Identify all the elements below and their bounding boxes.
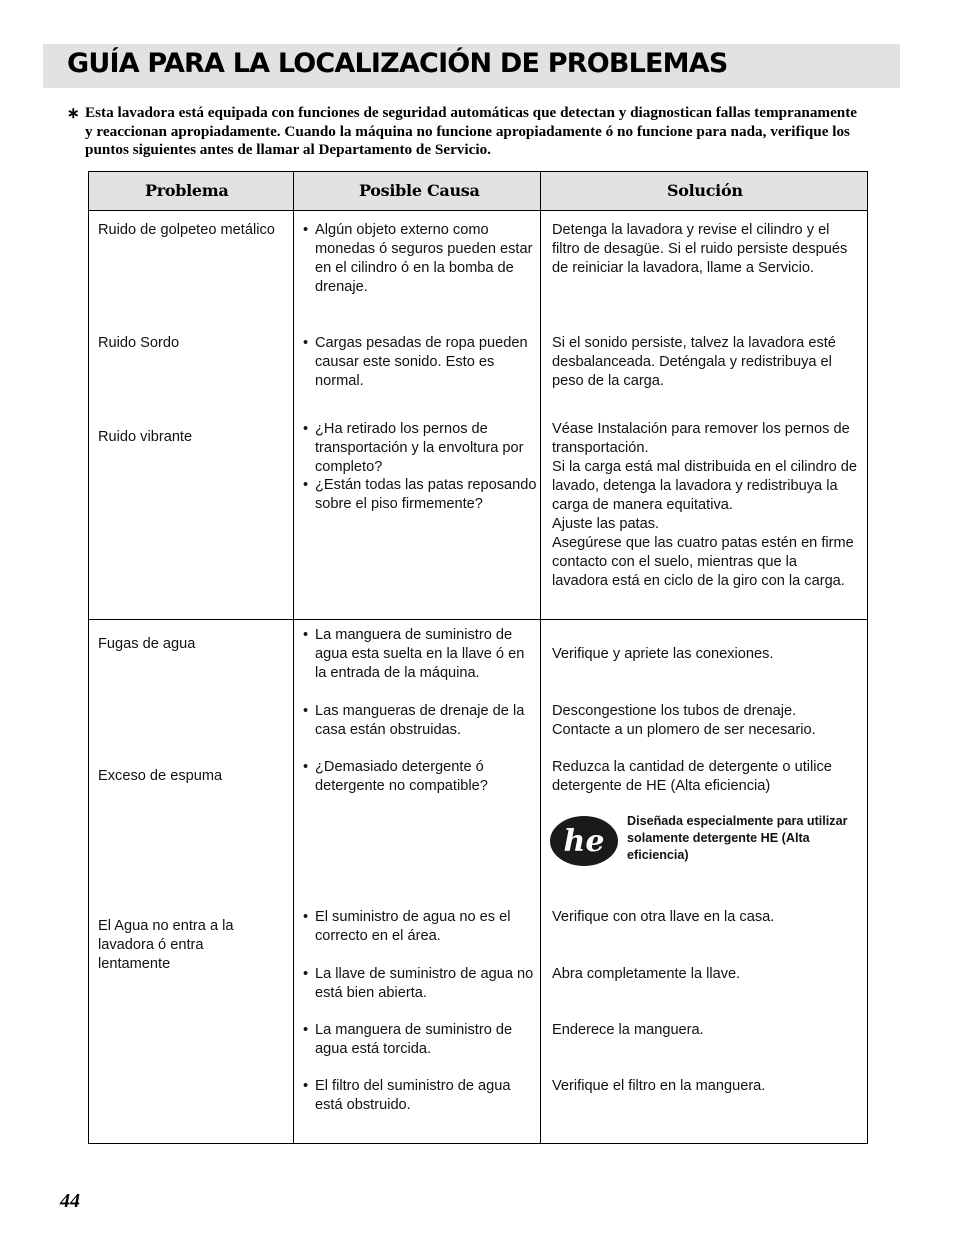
table-header <box>89 172 867 211</box>
solution-detenga-revise: Detenga la lavadora y revise el cilindro y el filtro de desagüe. Si el ruido persiste después de reiniciar la lavadora, llame a Servicio. <box>552 222 848 276</box>
cause-filtro-obstruido: • El filtro del suministro de agua está obstruido. <box>303 1077 537 1115</box>
cause-cargas-pesadas: • Cargas pesadas de ropa pueden causar este sonido. Esto es normal. <box>303 334 537 391</box>
cause-mangueras-obstruidas: • Las mangueras de drenaje de la casa están obstruidas. <box>303 702 537 740</box>
problem-ruido-sordo: Ruido Sordo <box>98 335 180 351</box>
intro-text: Esta lavadora está equipada con funciones de seguridad automáticas que detectan y diagnostican fallas tempranamente y reaccionan apropiadamente. Cuando la máquina no funcione apropiadamente ó no funcione para nada, verifique los puntos siguientes antes de llamar al Departamento de Servicio. <box>85 104 858 158</box>
he-logo-text: he <box>563 824 605 859</box>
solution-otra-llave: Verifique con otra llave en la casa. <box>552 909 775 925</box>
intro-note <box>67 104 867 160</box>
cause-objeto-externo: • Algún objeto externo como monedas ó seguros pueden estar en el cilindro ó en la bomba de drenaje. <box>303 221 537 297</box>
header-posible-causa: Posible Causa <box>359 181 480 200</box>
cause-pernos-transportacion: • ¿Ha retirado los pernos de transportación y la envoltura por completo? <box>303 420 537 477</box>
problem-exceso-espuma: Exceso de espuma <box>98 768 223 784</box>
solution-enderece-manguera: Enderece la manguera. <box>552 1022 704 1038</box>
cause-manguera-torcida: • La manguera de suministro de agua está torcida. <box>303 1021 537 1059</box>
row-divider <box>89 619 867 620</box>
column-divider <box>293 172 294 1143</box>
column-divider <box>540 172 541 1143</box>
cause-patas-piso: • ¿Están todas las patas reposando sobre el piso firmemente? <box>303 476 537 514</box>
he-logo-icon <box>549 814 619 868</box>
solution-apriete-conexiones: Verifique y apriete las conexiones. <box>552 646 774 662</box>
problem-fugas-agua: Fugas de agua <box>98 636 196 652</box>
header-solucion: Solución <box>667 181 743 200</box>
header-problema: Problema <box>145 181 229 200</box>
solution-verifique-filtro: Verifique el filtro en la manguera. <box>552 1078 766 1094</box>
page-number: 44 <box>60 1190 80 1212</box>
page-title: GUÍA PARA LA LOCALIZACIÓN DE PROBLEMAS <box>67 48 728 79</box>
solution-pernos-patas: Véase Instalación para remover los pernos de transportación. Si la carga está mal distribuida en el cilindro de lavado, detenga la lavadora y redistribuya la carga de manera equitativa. Ajuste las patas. Asegúrese que las cuatro patas estén en firme contacto con el suelo, mientras que la lavadora está en ciclo de la giro con la carga. <box>552 421 858 589</box>
cause-llave-no-abierta: • La llave de suministro de agua no está bien abierta. <box>303 965 537 1003</box>
troubleshooting-table <box>88 171 868 1144</box>
problem-agua-no-entra: El Agua no entra a la lavadora ó entra lentamente <box>98 918 234 972</box>
he-note: Diseñada especialmente para utilizar solamente detergente HE (Alta eficiencia) <box>627 814 848 862</box>
solution-reduzca-detergente: Reduzca la cantidad de detergente o utilice detergente de HE (Alta eficiencia) <box>552 759 832 794</box>
cause-suministro-incorrecto: • El suministro de agua no es el correcto en el área. <box>303 908 537 946</box>
solution-abra-llave: Abra completamente la llave. <box>552 966 741 982</box>
solution-desbalanceada: Si el sonido persiste, talvez la lavadora esté desbalanceada. Deténgala y redistribuya el peso de la carga. <box>552 335 836 389</box>
cause-demasiado-detergente: • ¿Demasiado detergente ó detergente no compatible? <box>303 758 537 796</box>
cause-manguera-suelta: • La manguera de suministro de agua esta suelta en la llave ó en la entrada de la máquina. <box>303 626 537 683</box>
problem-ruido-golpeteo: Ruido de golpeteo metálico <box>98 222 275 238</box>
solution-descongestione: Descongestione los tubos de drenaje. Contacte a un plomero de ser necesario. <box>552 703 816 738</box>
problem-ruido-vibrante: Ruido vibrante <box>98 429 193 445</box>
asterisk-marker: ∗ <box>67 105 80 122</box>
title-bar <box>43 44 900 88</box>
